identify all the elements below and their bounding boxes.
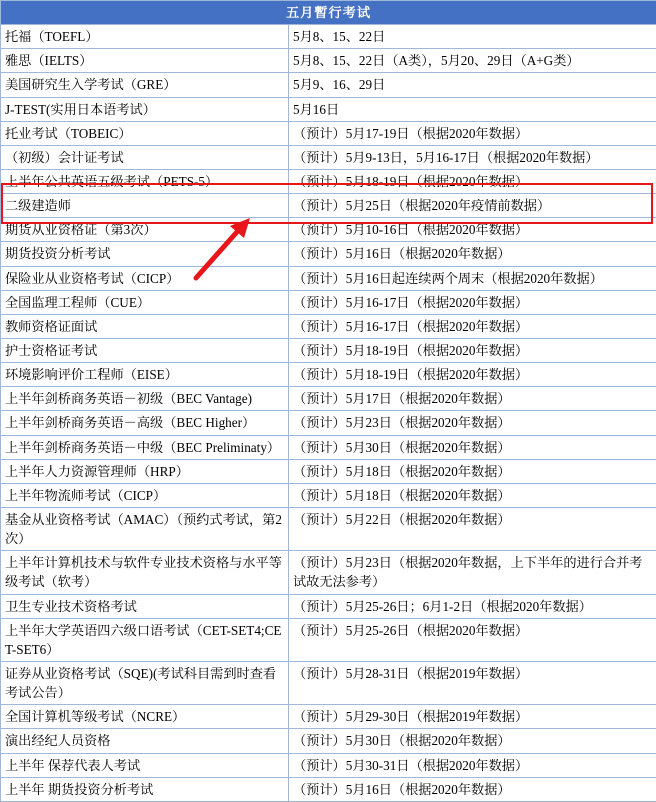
exam-date: （预计）5月25日（根据2020年疫情前数据） <box>289 194 656 218</box>
exam-date: 5月9、16、29日 <box>289 73 656 97</box>
exam-name: 上半年大学英语四六级口语考试（CET-SET4;CET-SET6） <box>1 618 289 661</box>
table-row <box>1 121 656 145</box>
exam-name: 上半年剑桥商务英语－中级（BEC Preliminaty） <box>1 435 289 459</box>
exam-name: 托业考试（TOBEIC） <box>1 121 289 145</box>
exam-date: （预计）5月10-16日（根据2020年数据） <box>289 218 656 242</box>
exam-date: （预计）5月25-26日（根据2020年数据） <box>289 618 656 661</box>
table-row <box>1 169 656 193</box>
exam-name: 基金从业资格考试（AMAC）（预约式考试，第2次） <box>1 507 289 550</box>
exam-date: （预计）5月18日（根据2020年数据） <box>289 459 656 483</box>
table-row <box>1 387 656 411</box>
table-row <box>1 551 656 594</box>
exam-name: 护士资格证考试 <box>1 338 289 362</box>
exam-date: 5月8、15、22日 <box>289 25 656 49</box>
exam-name: J-TEST(实用日本语考试） <box>1 97 289 121</box>
table-row <box>1 314 656 338</box>
exam-name: 保险业从业资格考试（CICP） <box>1 266 289 290</box>
exam-name: 上半年剑桥商务英语－初级（BEC Vantage) <box>1 387 289 411</box>
table-row <box>1 729 656 753</box>
table-row <box>1 363 656 387</box>
exam-name: 期货投资分析考试 <box>1 242 289 266</box>
exam-name: 环境影响评价工程师（EISE） <box>1 363 289 387</box>
table-row <box>1 25 656 49</box>
table-row <box>1 594 656 618</box>
exam-name: 上半年计算机技术与软件专业技术资格与水平等级考试（软考） <box>1 551 289 594</box>
table-row <box>1 661 656 704</box>
exam-date: （预计）5月30日（根据2020年数据） <box>289 729 656 753</box>
exam-date: （预计）5月17-19日（根据2020年数据） <box>289 121 656 145</box>
exam-date: （预计）5月9-13日，5月16-17日（根据2020年数据） <box>289 145 656 169</box>
exam-date: （预计）5月30-31日（根据2020年数据） <box>289 753 656 777</box>
table-row <box>1 49 656 73</box>
exam-name: 全国监理工程师（CUE） <box>1 290 289 314</box>
exam-date: （预计）5月16日（根据2020年数据） <box>289 242 656 266</box>
table-row <box>1 618 656 661</box>
table-row <box>1 753 656 777</box>
exam-date: （预计）5月29-30日（根据2019年数据） <box>289 705 656 729</box>
table-row <box>1 73 656 97</box>
exam-date: （预计）5月18-19日（根据2020年数据） <box>289 169 656 193</box>
exam-name: 美国研究生入学考试（GRE） <box>1 73 289 97</box>
exam-name: 上半年公共英语五级考试（PETS-5） <box>1 169 289 193</box>
table-row <box>1 705 656 729</box>
exam-name: 上半年人力资源管理师（HRP） <box>1 459 289 483</box>
exam-date: （预计）5月16日（根据2020年数据） <box>289 777 656 801</box>
table-row <box>1 266 656 290</box>
table-row <box>1 411 656 435</box>
exam-name: 教师资格证面试 <box>1 314 289 338</box>
exam-date: （预计）5月22日（根据2020年数据） <box>289 507 656 550</box>
table-row <box>1 777 656 801</box>
exam-name: 上半年物流师考试（CICP） <box>1 483 289 507</box>
exam-name: 托福（TOEFL） <box>1 25 289 49</box>
exam-name: 全国计算机等级考试（NCRE） <box>1 705 289 729</box>
exam-date: （预计）5月18日（根据2020年数据） <box>289 483 656 507</box>
table-row <box>1 459 656 483</box>
table-row <box>1 435 656 459</box>
exam-name: 演出经纪人员资格 <box>1 729 289 753</box>
exam-name: 上半年 保荐代表人考试 <box>1 753 289 777</box>
exam-name: （初级）会计证考试 <box>1 145 289 169</box>
table-row <box>1 242 656 266</box>
exam-date: （预计）5月30日（根据2020年数据） <box>289 435 656 459</box>
table-row <box>1 218 656 242</box>
exam-date: （预计）5月16-17日（根据2020年数据） <box>289 314 656 338</box>
exam-date: （预计）5月18-19日（根据2020年数据） <box>289 363 656 387</box>
exam-date: （预计）5月28-31日（根据2019年数据） <box>289 661 656 704</box>
exam-date: （预计）5月18-19日（根据2020年数据） <box>289 338 656 362</box>
exam-date: （预计）5月16日起连续两个周末（根据2020年数据） <box>289 266 656 290</box>
exam-date: （预计）5月16-17日（根据2020年数据） <box>289 290 656 314</box>
exam-date: 5月16日 <box>289 97 656 121</box>
exam-date: （预计）5月23日（根据2020年数据，上下半年的进行合并考试故无法参考） <box>289 551 656 594</box>
table-row <box>1 97 656 121</box>
table-row <box>1 338 656 362</box>
table-body <box>1 1 656 802</box>
exam-name: 卫生专业技术资格考试 <box>1 594 289 618</box>
table-row-highlighted <box>1 194 656 218</box>
exam-name: 二级建造师 <box>1 194 289 218</box>
table-row <box>1 145 656 169</box>
table-row <box>1 290 656 314</box>
exam-date: （预计）5月25-26日；6月1-2日（根据2020年数据） <box>289 594 656 618</box>
table-row <box>1 507 656 550</box>
exam-name: 证券从业资格考试（SQE)(考试科目需到时查看考试公告） <box>1 661 289 704</box>
table-title: 五月暫行考试 <box>1 1 656 25</box>
exam-date: 5月8、15、22日（A类），5月20、29日（A+G类） <box>289 49 656 73</box>
exam-name: 期货从业资格证（第3次） <box>1 218 289 242</box>
table-title-row <box>1 1 656 25</box>
exam-name: 雅思（IELTS） <box>1 49 289 73</box>
exam-name: 上半年剑桥商务英语－高级（BEC Higher） <box>1 411 289 435</box>
table-row <box>1 483 656 507</box>
exam-date: （预计）5月23日（根据2020年数据） <box>289 411 656 435</box>
exam-date: （预计）5月17日（根据2020年数据） <box>289 387 656 411</box>
exam-name: 上半年 期货投资分析考试 <box>1 777 289 801</box>
